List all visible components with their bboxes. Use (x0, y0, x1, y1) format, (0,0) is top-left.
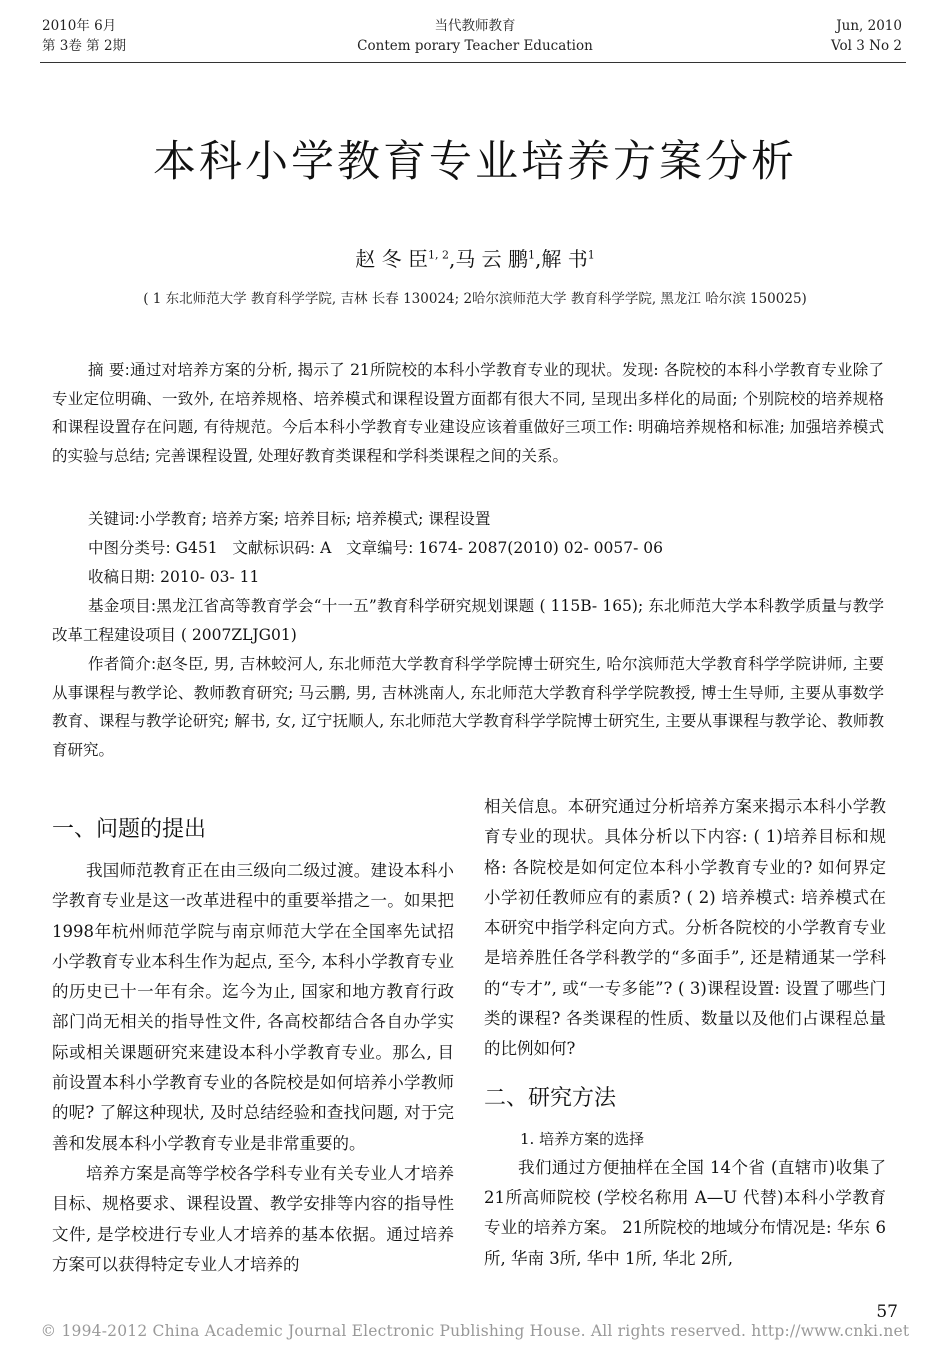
author-separator: , (448, 247, 456, 271)
paper-title: 本科小学教育专业培养方案分析 (153, 137, 797, 187)
subsection-heading: 1. 培养方案的选择 (520, 1129, 645, 1148)
keywords-label: 关键词: (88, 510, 140, 528)
left-column (52, 806, 454, 1280)
classification (52, 534, 884, 563)
clc-value: G451 (175, 539, 218, 557)
doc-code-value: A (320, 539, 332, 557)
abstract-text: 通过对培养方案的分析, 揭示了 21所院校的本科小学教育专业的现状。发现: 各院校的本科小学教育专业除了专业定位明确、一致外, 在培养规格、培养模式和课程设置方面都有很大不同, 呈现出多样化的局面; 个别院校的培养规格和课程设置存在问题, 有待规范。今后本科小学教育专业建设应该着重做好三项工作: 明确培养规格和标准; 加强培养模式的实验与总结; 完善课程设置, 处理好教育类课程和学科类课程之间的关系。 (52, 361, 884, 465)
author-list (0, 243, 950, 272)
author-1-affil: 1, 2 (427, 248, 449, 262)
keywords (52, 505, 884, 534)
header-divider (40, 62, 906, 63)
fund-text: 黑龙江省高等教育学会“十一五”教育科学研究规划课题 ( 115B- 165); 东北师范大学本科教学质量与教学改革工程建设项目 ( 2007ZLJG01) (52, 597, 884, 644)
section-1-paragraph-3: 相关信息。本研究通过分析培养方案来揭示本科小学教育专业的现状。具体分析以下内容: ( 1)培养目标和规格: 各院校是如何定位本科小学教育专业的? 如何界定小学初任教师应有的素质? ( 2) 培养模式: 培养模式在本研究中指学科定向方式。分析各院校的小学教育专业是培养胜任各学科教学的“多面手”, 还是精通某一学科的“专才”, 或“一专多能”? ( 3)课程设置: 设置了哪些门类的课程? 各类课程的性质、数量以及他们占课程总量的比例如何? (484, 797, 886, 1059)
page-number: 57 (876, 1302, 898, 1322)
fund-info (52, 592, 884, 649)
author-2: 马 云 鹏 (455, 247, 529, 271)
article-number-label: 文章编号: (346, 539, 414, 557)
author-bio-label: 作者简介: (88, 655, 157, 673)
author-1: 赵 冬 臣 (355, 247, 428, 271)
issue-date-en: Jun, 2010 (836, 18, 902, 34)
journal-name-cn: 当代教师教育 (434, 18, 516, 34)
affiliation: ( 1 东北师范大学 教育科学学院, 吉林 长春 130024; 2哈尔滨师范大学 教育科学学院, 黑龙江 哈尔滨 150025) (143, 291, 807, 307)
doc-code-label: 文献标识码: (232, 539, 316, 557)
keywords-text: 小学教育; 培养方案; 培养目标; 培养模式; 课程设置 (139, 510, 491, 528)
abstract-label: 摘 要: (88, 361, 130, 379)
section-1-paragraph-1: 我国师范教育正在由三级向二级过渡。建设本科小学教育专业是这一改革进程中的重要举措之一。如果把 1998年杭州师范学院与南京师范大学在全国率先试招小学教育专业本科生作为起点, 至今, 本科小学教育专业的历史已十一年有余。迄今为止, 国家和地方教育行政部门尚无相关的指导性文件, 各高校都结合各自办学实际或相关课题研究来建设本科小学教育专业。那么, 目前设置本科小学教育专业的各院校是如何培养小学教师的呢? 了解这种现状, 及时总结经验和查找问题, 对于完善和发展本科小学教育专业是非常重要的。 (52, 861, 454, 1153)
right-column (484, 792, 886, 1274)
author-2-affil: 1 (528, 248, 536, 262)
journal-name (0, 16, 950, 56)
fund-label: 基金项目: (88, 597, 157, 615)
received-value: 2010- 03- 11 (160, 568, 260, 586)
section-1-paragraph-2: 培养方案是高等学校各学科专业有关专业人才培养目标、规格要求、课程设置、教学安排等内容的指导性文件, 是学校进行专业人才培养的基本依据。通过培养方案可以获得特定专业人才培养的 (52, 1163, 454, 1274)
section-2-heading: 二、研究方法 (484, 1085, 617, 1111)
received-date (52, 563, 884, 592)
issue-date: 2010年 6月 (42, 18, 117, 34)
section-1-heading: 一、问题的提出 (52, 817, 207, 842)
author-bio-text: 赵冬臣, 男, 吉林蛟河人, 东北师范大学教育科学学院博士研究生, 哈尔滨师范大学教育科学学院讲师, 主要从事课程与教学论、教师教育研究; 马云鹏, 男, 吉林洮南人, 东北师范大学教育科学学院教授, 博士生导师, 主要从事数学教育、课程与教学论研究; 解书, 女, 辽宁抚顺人, 东北师范大学教育科学学院博士研究生, 主要从事课程与教学论、教师教育研究。 (52, 655, 884, 759)
section-2-paragraph-1: 我们通过方便抽样在全国 14个省 (直辖市)收集了 21所高师院校 (学校名称用 A—U 代替)本科小学教育专业的培养方案。 21所院校的地域分布情况是: 华东 6所, 华南 3所, 华中 1所, 华北 2所, (484, 1157, 886, 1268)
author-bio (52, 650, 884, 764)
copyright-footer: © 1994-2012 China Academic Journal Electronic Publishing House. All rights reserved. http://www.cnki.net (40, 1322, 910, 1340)
abstract (52, 356, 884, 470)
author-3-affil: 1 (587, 248, 595, 262)
clc-label: 中图分类号: (88, 539, 171, 557)
volume-number-en: Vol 3 No 2 (831, 38, 902, 54)
journal-name-en: Contem porary Teacher Education (357, 38, 593, 54)
author-3: 解 书 (541, 247, 588, 271)
article-number-value: 1674- 2087(2010) 02- 0057- 06 (418, 539, 663, 557)
received-label: 收稿日期: (88, 568, 156, 586)
author-separator: , (535, 247, 542, 271)
journal-issue-info-en (831, 16, 902, 56)
volume-number: 第 3卷 第 2期 (42, 38, 127, 54)
